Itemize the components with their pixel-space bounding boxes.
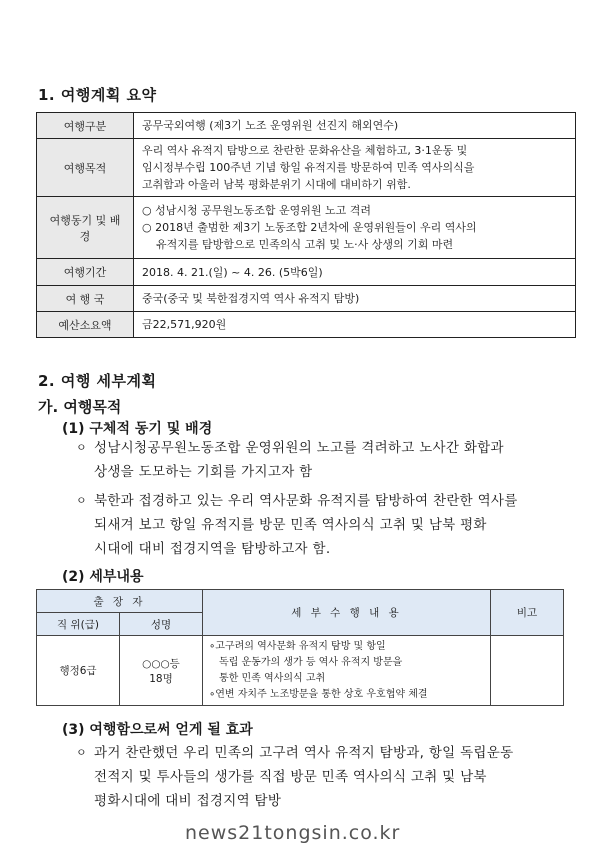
cell-rank: 행정6급: [37, 636, 120, 706]
header-content: 세 부 수 행 내 용: [203, 590, 491, 636]
header-travelers: 출 장 자: [37, 590, 203, 613]
cell-note: [491, 636, 564, 706]
subsection-3-heading: (3) 여행함으로써 얻게 될 효과: [62, 722, 253, 738]
row-value: 중국(중국 및 북한접경지역 역사 유적지 탐방): [134, 286, 576, 312]
watermark-text: news21tongsin.co.kr: [185, 822, 401, 844]
bullet-icon: ㅇ: [76, 494, 87, 507]
section2-heading: 2. 여행 세부계획: [38, 372, 157, 390]
row-value: 금22,571,920원: [134, 312, 576, 338]
row-label: 예산소요액: [37, 312, 134, 338]
row-label: 여행기간: [37, 259, 134, 286]
header-name: 성명: [120, 613, 203, 636]
section1-heading: 1. 여행계획 요약: [38, 86, 157, 104]
row-value: 우리 역사 유적지 탐방으로 찬란한 문화유산을 체험하고, 3·1운동 및 임시정부수립 100주년 기념 항일 유적지를 방문하여 민족 역사의식을 고취함과 아울러 남북 평화분위기 시대에 대비하기 위함.: [134, 139, 576, 197]
row-label: 여행구분: [37, 113, 134, 139]
summary-table: [36, 112, 576, 338]
header-rank: 직 위(급): [37, 613, 120, 636]
row-label: 여행동기 및 배경: [37, 197, 134, 259]
bullet-item: ㅇ 성남시청공무원노동조합 운영위원의 노고를 격려하고 노사간 화합과 상생을 도모하는 기회를 가지고자 함: [76, 436, 581, 484]
bullet-icon: ㅇ: [76, 441, 87, 454]
subsection-a-heading: 가. 여행목적: [38, 398, 122, 416]
subsection-1-heading: (1) 구체적 동기 및 배경: [62, 421, 213, 437]
bullet-item: ㅇ 과거 찬란했던 우리 민족의 고구려 역사 유적지 탐방과, 항일 독립운동 전적지 및 투사들의 생가를 직접 방문 민족 역사의식 고취 및 남북 평화시대에 대비 접경지역 탐방: [76, 741, 581, 813]
row-label: 여행목적: [37, 139, 134, 197]
row-value: ○ 성남시청 공무원노동조합 운영위원 노고 격려 ○ 2018년 출범한 제3기 노동조합 2년차에 운영위원들이 우리 역사의 유적지를 탐방함으로 민족의식 고취 및 노·사 상생의 기회 마련: [134, 197, 576, 259]
row-value: 공무국외여행 (제3기 노조 운영위원 선진지 해외연수): [134, 113, 576, 139]
cell-content: ∘고구려의 역사문화 유적지 탐방 및 항일 독립 운동가의 생가 등 역사 유적지 방문을 통한 민족 역사의식 고취 ∘연변 자치주 노조방문을 통한 상호 우호협약 체결: [203, 636, 491, 706]
bullet-icon: ㅇ: [76, 746, 87, 759]
row-label: 여 행 국: [37, 286, 134, 312]
bullet-item: ㅇ 북한과 접경하고 있는 우리 역사문화 유적지를 탐방하여 찬란한 역사를 되새겨 보고 항일 유적지를 방문 민족 역사의식 고취 및 남북 평화 시대에 대비 접경지역을 탐방하고자 함.: [76, 489, 581, 561]
cell-name: ○○○등 18명: [120, 636, 203, 706]
subsection-2-heading: (2) 세부내용: [62, 569, 144, 585]
header-note: 비고: [491, 590, 564, 636]
detail-table: [36, 589, 564, 706]
row-value: 2018. 4. 21.(일) ~ 4. 26. (5박6일): [134, 259, 576, 286]
